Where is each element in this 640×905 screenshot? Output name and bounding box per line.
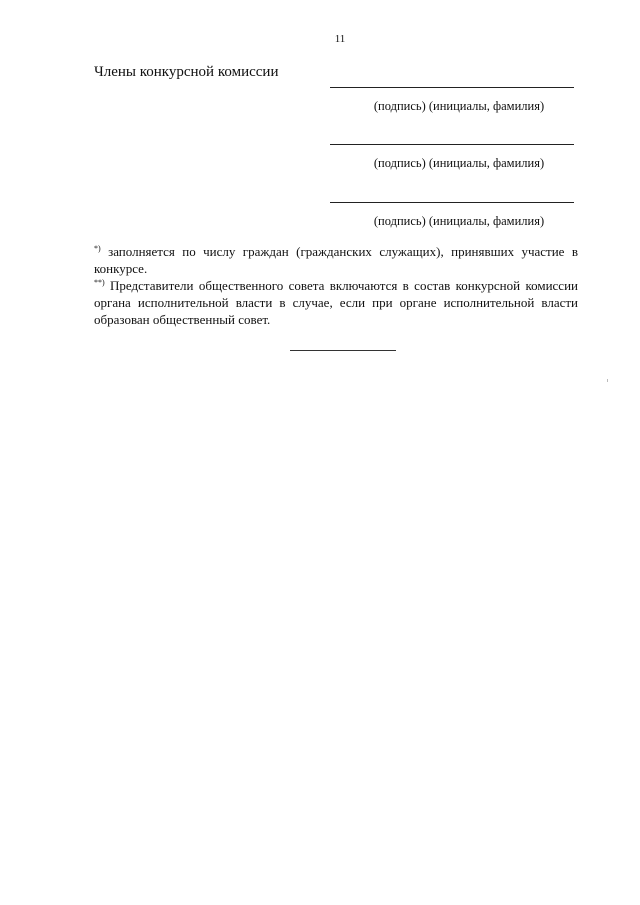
signature-block [330,202,576,229]
scan-speck [607,379,608,382]
signature-line [330,144,574,145]
footnote-text: заполняется по числу граждан (гражданских служащих), принявших участие в конкурсе. [94,244,578,276]
page-number: 11 [334,33,346,45]
signature-caption: (подпись) (инициалы, фамилия) [373,99,545,113]
signature-caption: (подпись) (инициалы, фамилия) [373,214,545,228]
footnote [94,243,578,277]
signature-line [330,87,574,88]
closing-divider [290,350,396,351]
footnotes [94,243,578,328]
signature-line [330,202,574,203]
footnote-text: Представители общественного совета включаются в состав конкурсной комиссии органа исполнительной власти в случае, если при органе исполнительной власти образован общественный совет. [94,278,578,327]
footnote-mark: **) [94,278,105,287]
footnote [94,277,578,328]
signature-caption: (подпись) (инициалы, фамилия) [373,156,545,170]
commission-members-heading: Члены конкурсной комиссии [94,64,279,80]
signature-block [330,144,576,171]
signature-block [330,87,576,114]
footnote-mark: *) [94,244,101,253]
